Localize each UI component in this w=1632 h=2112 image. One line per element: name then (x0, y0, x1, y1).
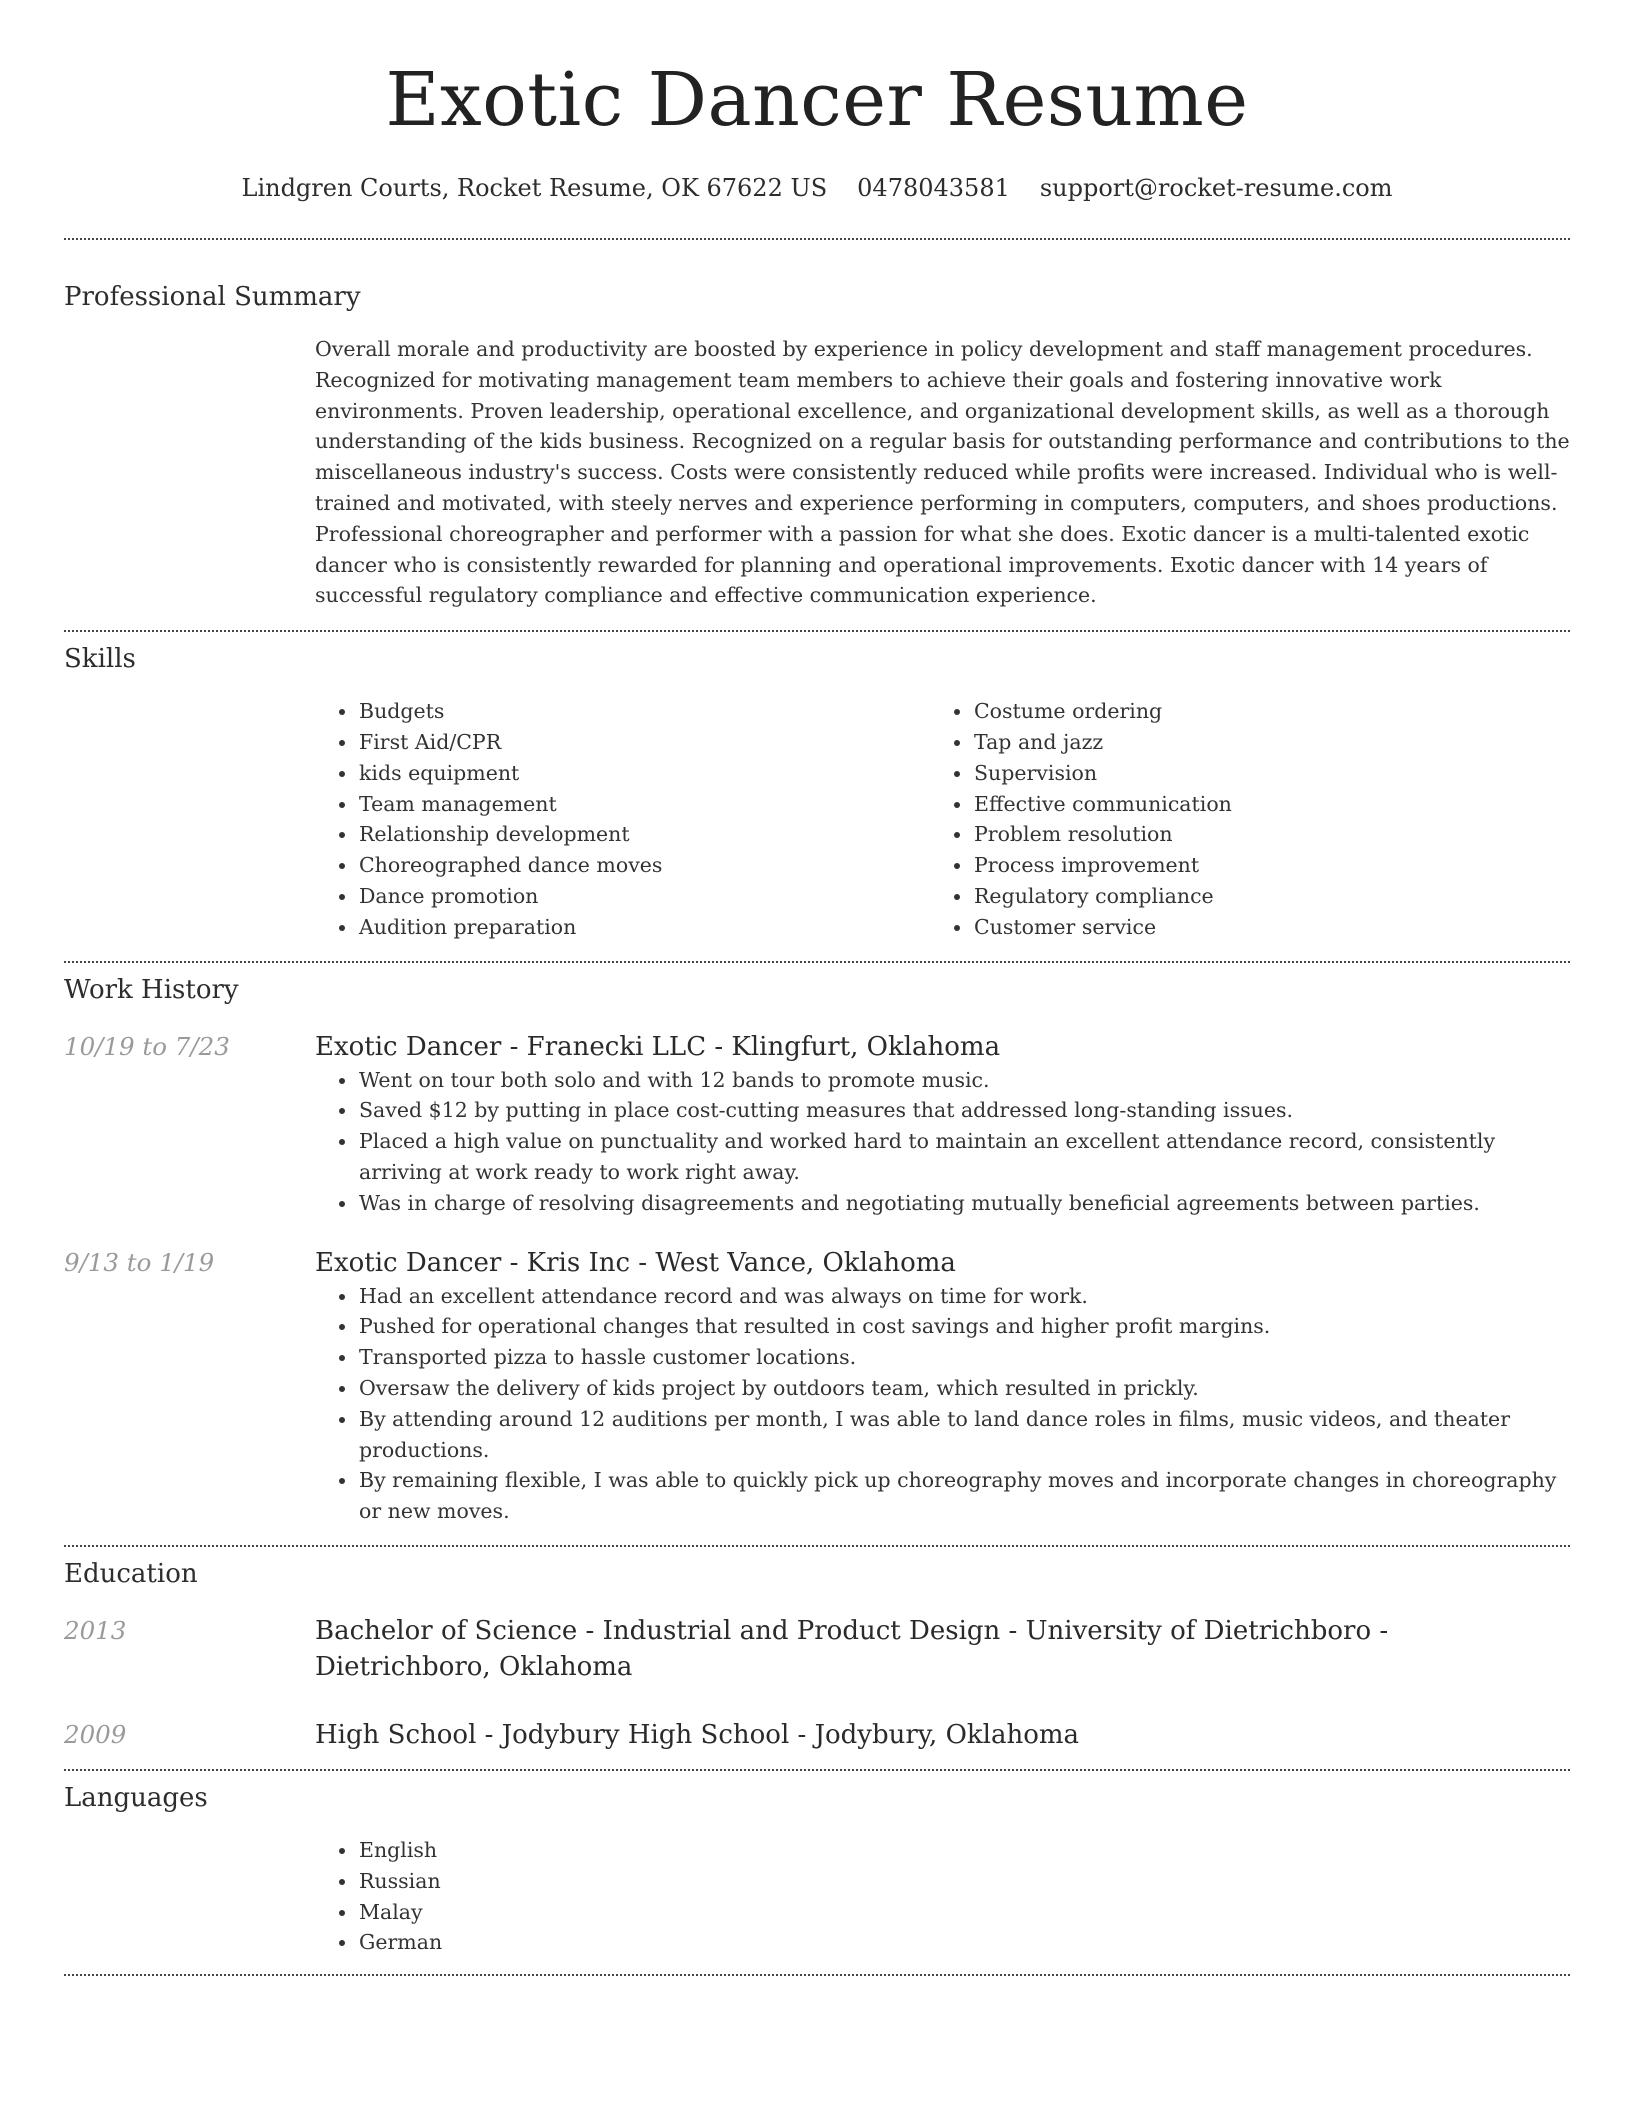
resume-page (64, 0, 1570, 1976)
divider (64, 1974, 1570, 1976)
skill-item: • Dance promotion (358, 881, 930, 912)
skill-item: • Costume ordering (973, 696, 1545, 727)
language-item: • German (358, 1927, 1570, 1958)
language-item: • English (358, 1835, 1570, 1866)
skill-item: • Process improvement (973, 850, 1545, 881)
skill-item: • Regulatory compliance (973, 881, 1545, 912)
job-bullet: • Was in charge of resolving disagreements and negotiating mutually beneficial agreements between parties. (358, 1188, 1570, 1219)
skill-item: • Relationship development (358, 819, 930, 850)
job-title: Exotic Dancer - Kris Inc - West Vance, Oklahoma (315, 1247, 956, 1278)
resume-title: Exotic Dancer Resume (385, 57, 1249, 143)
work-details (315, 1245, 1570, 1527)
skill-item: • Customer service (973, 912, 1545, 943)
divider (64, 1545, 1570, 1547)
job-bullet: • Transported pizza to hassle customer locations. (358, 1342, 1570, 1373)
divider (64, 238, 1570, 240)
job-bullet: • Had an excellent attendance record and was always on time for work. (358, 1281, 1570, 1312)
divider (64, 1769, 1570, 1771)
section-title-education: Education (64, 1558, 198, 1589)
skills-column-right (930, 696, 1545, 942)
job-bullet: • Placed a high value on punctuality and worked hard to maintain an excellent attendance record, consistently arriving at work ready to work right away. (358, 1126, 1570, 1188)
section-title-work-history: Work History (64, 974, 239, 1005)
education-degree: Bachelor of Science - Industrial and Product Design - University of Dietrichboro - Dietrichboro, Oklahoma (315, 1615, 1389, 1682)
skill-item: • Problem resolution (973, 819, 1545, 850)
job-bullet: • Went on tour both solo and with 12 bands to promote music. (358, 1065, 1570, 1096)
skill-item: • Team management (358, 789, 930, 820)
work-entry (64, 1245, 1570, 1527)
job-bullets (315, 1065, 1570, 1219)
contact-line (64, 172, 1570, 204)
skill-item: • kids equipment (358, 758, 930, 789)
section-title-summary: Professional Summary (64, 282, 361, 312)
skill-item: • Audition preparation (358, 912, 930, 943)
work-dates: 10/19 to 7/23 (64, 1031, 230, 1061)
education-details (315, 1717, 1570, 1753)
job-bullet: • Oversaw the delivery of kids project by outdoors team, which resulted in prickly. (358, 1373, 1570, 1404)
skill-item: • Choreographed dance moves (358, 850, 930, 881)
language-item: • Russian (358, 1866, 1570, 1897)
contact-phone[interactable]: 0478043581 (857, 174, 1010, 202)
skill-item: • Effective communication (973, 789, 1545, 820)
skill-item: • Tap and jazz (973, 727, 1545, 758)
education-year: 2009 (64, 1719, 127, 1749)
divider (64, 961, 1570, 963)
divider (64, 630, 1570, 632)
summary-text: Overall morale and productivity are boosted by experience in policy development and staff management procedures. Recognized for motivating management team members to achieve their goals and fostering innovative work environments. Proven leadership, operational excellence, and organizational development skills, as well as a thorough understanding of the kids business. Recognized on a regular basis for outstanding performance and contributions to the miscellaneous industry's success. Costs were consistently reduced while profits were increased. Individual who is well-trained and motivated, with steely nerves and experience performing in computers, computers, and shoes productions. Professional choreographer and performer with a passion for what she does. Exotic dancer is a multi-talented exotic dancer who is consistently rewarded for planning and operational improvements. Exotic dancer with 14 years of successful regulatory compliance and effective communication experience. (315, 337, 1570, 608)
job-title: Exotic Dancer - Franecki LLC - Klingfurt, Oklahoma (315, 1031, 1001, 1062)
education-year: 2013 (64, 1615, 127, 1645)
job-bullet: • By attending around 12 auditions per month, I was able to land dance roles in films, music videos, and theater productions. (358, 1404, 1570, 1466)
skills-list (315, 696, 1570, 942)
section-title-skills: Skills (64, 644, 136, 675)
skill-item: • First Aid/CPR (358, 727, 930, 758)
job-bullet: • Pushed for operational changes that resulted in cost savings and higher profit margins. (358, 1311, 1570, 1342)
education-degree: High School - Jodybury High School - Jodybury, Oklahoma (315, 1719, 1080, 1750)
job-bullet: • Saved $12 by putting in place cost-cutting measures that addressed long-standing issues. (358, 1095, 1570, 1126)
contact-address: Lindgren Courts, Rocket Resume, OK 67622 US (241, 174, 828, 202)
job-bullets (315, 1281, 1570, 1527)
education-entry (64, 1717, 1570, 1753)
skill-item: • Budgets (358, 696, 930, 727)
job-bullet: • By remaining flexible, I was able to quickly pick up choreography moves and incorporate changes in choreography or new moves. (358, 1465, 1570, 1527)
section-title-languages: Languages (64, 1782, 208, 1813)
language-item: • Malay (358, 1897, 1570, 1928)
work-entry (64, 1029, 1570, 1219)
education-details (315, 1613, 1570, 1685)
education-entry (64, 1613, 1570, 1685)
skills-column-left (315, 696, 930, 942)
languages-list (315, 1835, 1570, 1958)
work-details (315, 1029, 1570, 1219)
work-dates: 9/13 to 1/19 (64, 1247, 215, 1277)
skill-item: • Supervision (973, 758, 1545, 789)
contact-email[interactable]: support@rocket-resume.com (1039, 174, 1393, 202)
